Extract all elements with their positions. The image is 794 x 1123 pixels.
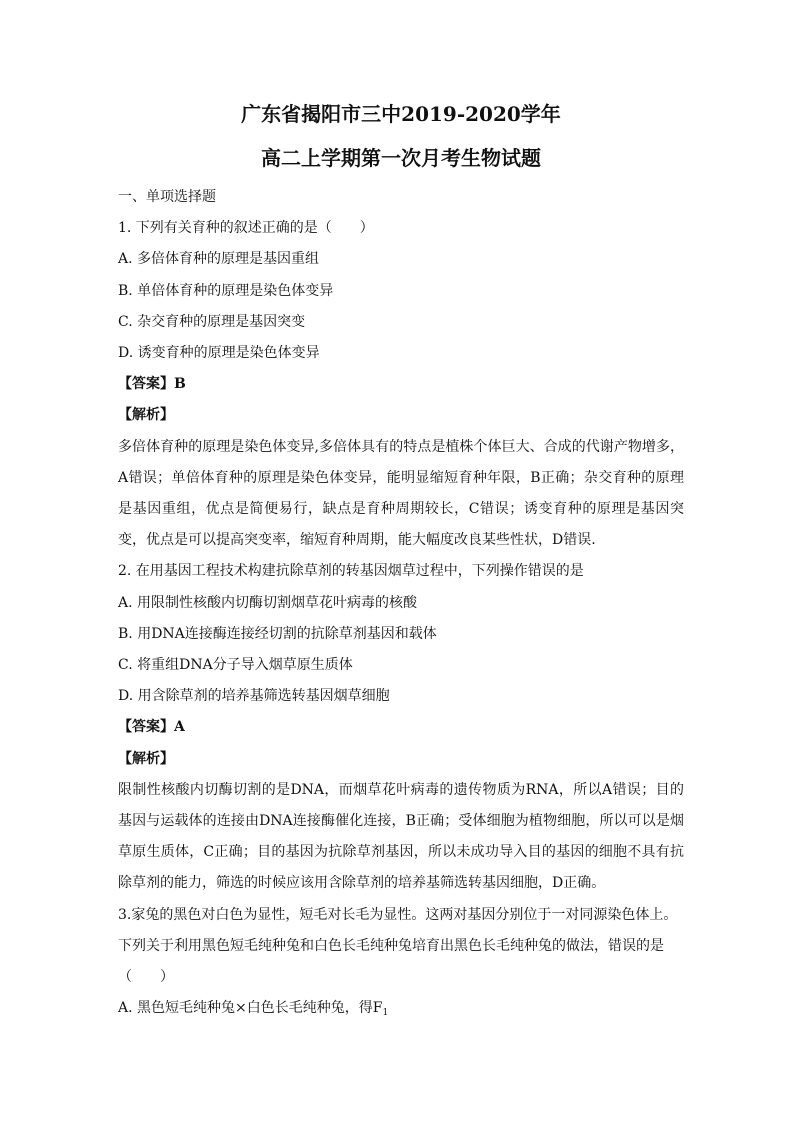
question-1-analysis: 多倍体育种的原理是染色体变异,多倍体具有的特点是植株个体巨大、合成的代谢产物增多，A错误；单倍体育种的原理是染色体变异，能明显缩短育种年限，B正确；杂交育种的原理是基因重组，优点是简便易行，缺点是育种周期较长，C错误；诱变育种的原理是基因突变，优点是可以提高突变率，缩短育种周期，能大幅度改良某些性状，D错误. xyxy=(118,438,684,549)
question-1-option-c: C. 杂交育种的原理是基因突变 xyxy=(118,313,306,330)
question-3-stem-line1: 3.家兔的黑色对白色为显性，短毛对长毛为显性。这两对基因分别位于一对同源染色体上。 xyxy=(118,906,678,923)
question-1-analysis-label: 【解析】 xyxy=(118,407,174,424)
section-heading: 一、单项选择题 xyxy=(118,189,216,205)
question-2-answer: 【答案】A xyxy=(118,719,185,736)
question-2-option-c: C. 将重组DNA分子导入烟草原生质体 xyxy=(118,657,353,674)
question-3 xyxy=(118,900,684,1025)
question-2-analysis-label: 【解析】 xyxy=(118,750,174,767)
question-3-stem-line2: 下列关于利用黑色短毛纯种兔和白色长毛纯种兔培育出黑色长毛纯种兔的做法，错误的是 xyxy=(118,937,664,954)
question-2-analysis: 限制性核酸内切酶切割的是DNA，而烟草花叶病毒的遗传物质为RNA，所以A错误；目的基因与运载体的连接由DNA连接酶催化连接，B正确；受体细胞为植物细胞，所以可以是烟草原生质体，C正确；目的基因为抗除草剂基因，所以未成功导入目的基因的细胞不具有抗除草剂的能力，筛选的时候应该用含除草剂的培养基筛选转基因细胞，D正确。 xyxy=(118,781,684,892)
question-1-answer: 【答案】B xyxy=(118,376,186,393)
question-2-option-d: D. 用含除草剂的培养基筛选转基因烟草细胞 xyxy=(118,688,390,705)
document-title-line2: 高二上学期第一次月考生物试题 xyxy=(261,146,541,170)
question-1 xyxy=(118,213,684,556)
question-3-option-a-text: A. 黑色短毛纯种兔×白色长毛纯种兔，得F xyxy=(118,1000,383,1017)
question-2 xyxy=(118,556,684,899)
question-2-option-a: A. 用限制性核酸内切酶切割烟草花叶病毒的核酸 xyxy=(118,594,418,611)
question-3-option-a-subscript: 1 xyxy=(382,1008,389,1019)
document-title-line1: 广东省揭阳市三中2019-2020学年 xyxy=(241,102,561,126)
question-3-option-a xyxy=(118,993,684,1024)
question-1-option-d: D. 诱变育种的原理是染色体变异 xyxy=(118,345,320,362)
question-1-option-b: B. 单倍体育种的原理是染色体变异 xyxy=(118,282,334,299)
question-1-stem: 1. 下列有关育种的叙述正确的是（ ） xyxy=(118,220,374,237)
question-2-option-b: B. 用DNA连接酶连接经切割的抗除草剂基因和载体 xyxy=(118,625,437,642)
question-3-stem-line3: （ ） xyxy=(118,969,174,986)
question-2-stem: 2. 在用基因工程技术构建抗除草剂的转基因烟草过程中，下列操作错误的是 xyxy=(118,563,584,580)
question-1-option-a: A. 多倍体育种的原理是基因重组 xyxy=(118,251,320,268)
